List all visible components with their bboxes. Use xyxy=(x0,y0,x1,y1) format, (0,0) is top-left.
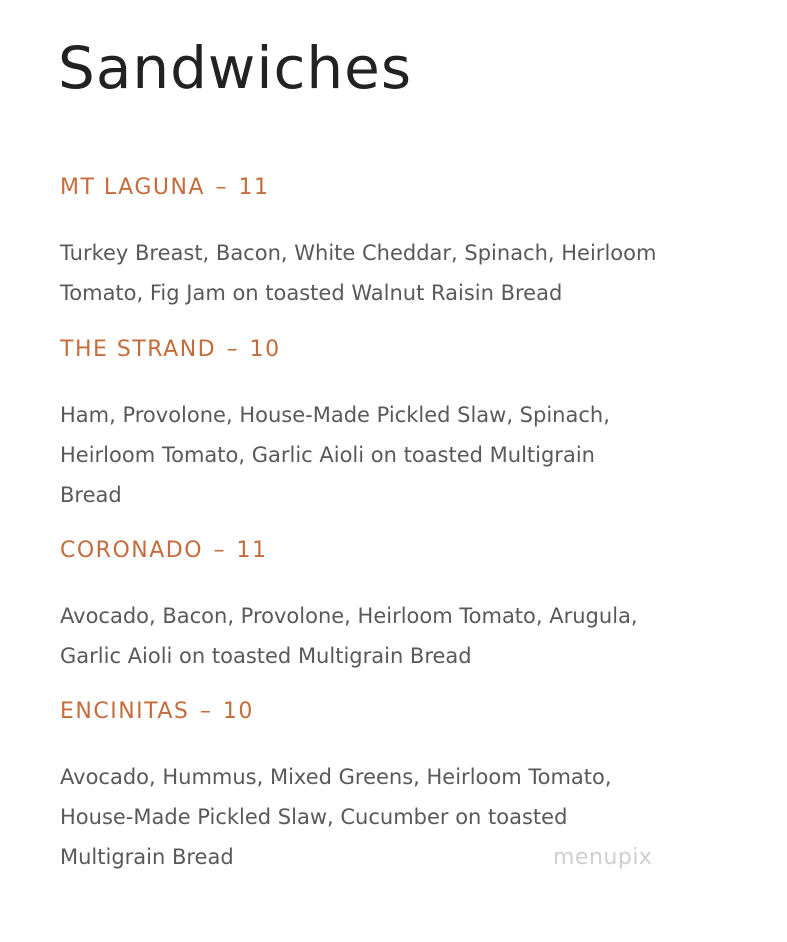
menu-item-description: Ham, Provolone, House-Made Pickled Slaw, Spinach, Heirloom Tomato, Garlic Aioli on toasted Multigrain Bread xyxy=(60,403,610,507)
menu-item xyxy=(60,697,760,877)
menu-item-price: 10 xyxy=(249,337,281,362)
menu-item-separator: – xyxy=(226,337,240,362)
menu-item-heading xyxy=(60,335,760,365)
menu-item-price: 11 xyxy=(236,538,268,563)
menu-item xyxy=(60,173,760,313)
menu-item-description: Avocado, Hummus, Mixed Greens, Heirloom Tomato, House-Made Pickled Slaw, Cucumber on toasted Multigrain Bread xyxy=(60,765,612,869)
menu-item-heading xyxy=(60,173,760,203)
menu-item-description: Turkey Breast, Bacon, White Cheddar, Spinach, Heirloom Tomato, Fig Jam on toasted Walnut Raisin Bread xyxy=(60,241,657,305)
menu-item-description: Avocado, Bacon, Provolone, Heirloom Tomato, Arugula, Garlic Aioli on toasted Multigrain Bread xyxy=(60,604,638,668)
menu-item-separator: – xyxy=(199,699,213,724)
menu-item-name: MT LAGUNA xyxy=(60,175,205,200)
menu-item-separator: – xyxy=(215,175,228,200)
menu-item-separator: – xyxy=(213,538,227,563)
watermark-logo: menupix xyxy=(553,845,653,870)
menu-item-name: CORONADO xyxy=(60,538,204,563)
page-title: Sandwiches xyxy=(58,34,413,102)
menu-item-heading xyxy=(60,536,760,566)
menu-item xyxy=(60,536,760,676)
menu-item-price: 11 xyxy=(238,175,270,200)
menu-item-name: ENCINITAS xyxy=(60,699,190,724)
menu-item-heading xyxy=(60,697,760,727)
menu-item-price: 10 xyxy=(222,699,254,724)
menu-item-name: THE STRAND xyxy=(60,337,217,362)
menu-item xyxy=(60,335,760,515)
